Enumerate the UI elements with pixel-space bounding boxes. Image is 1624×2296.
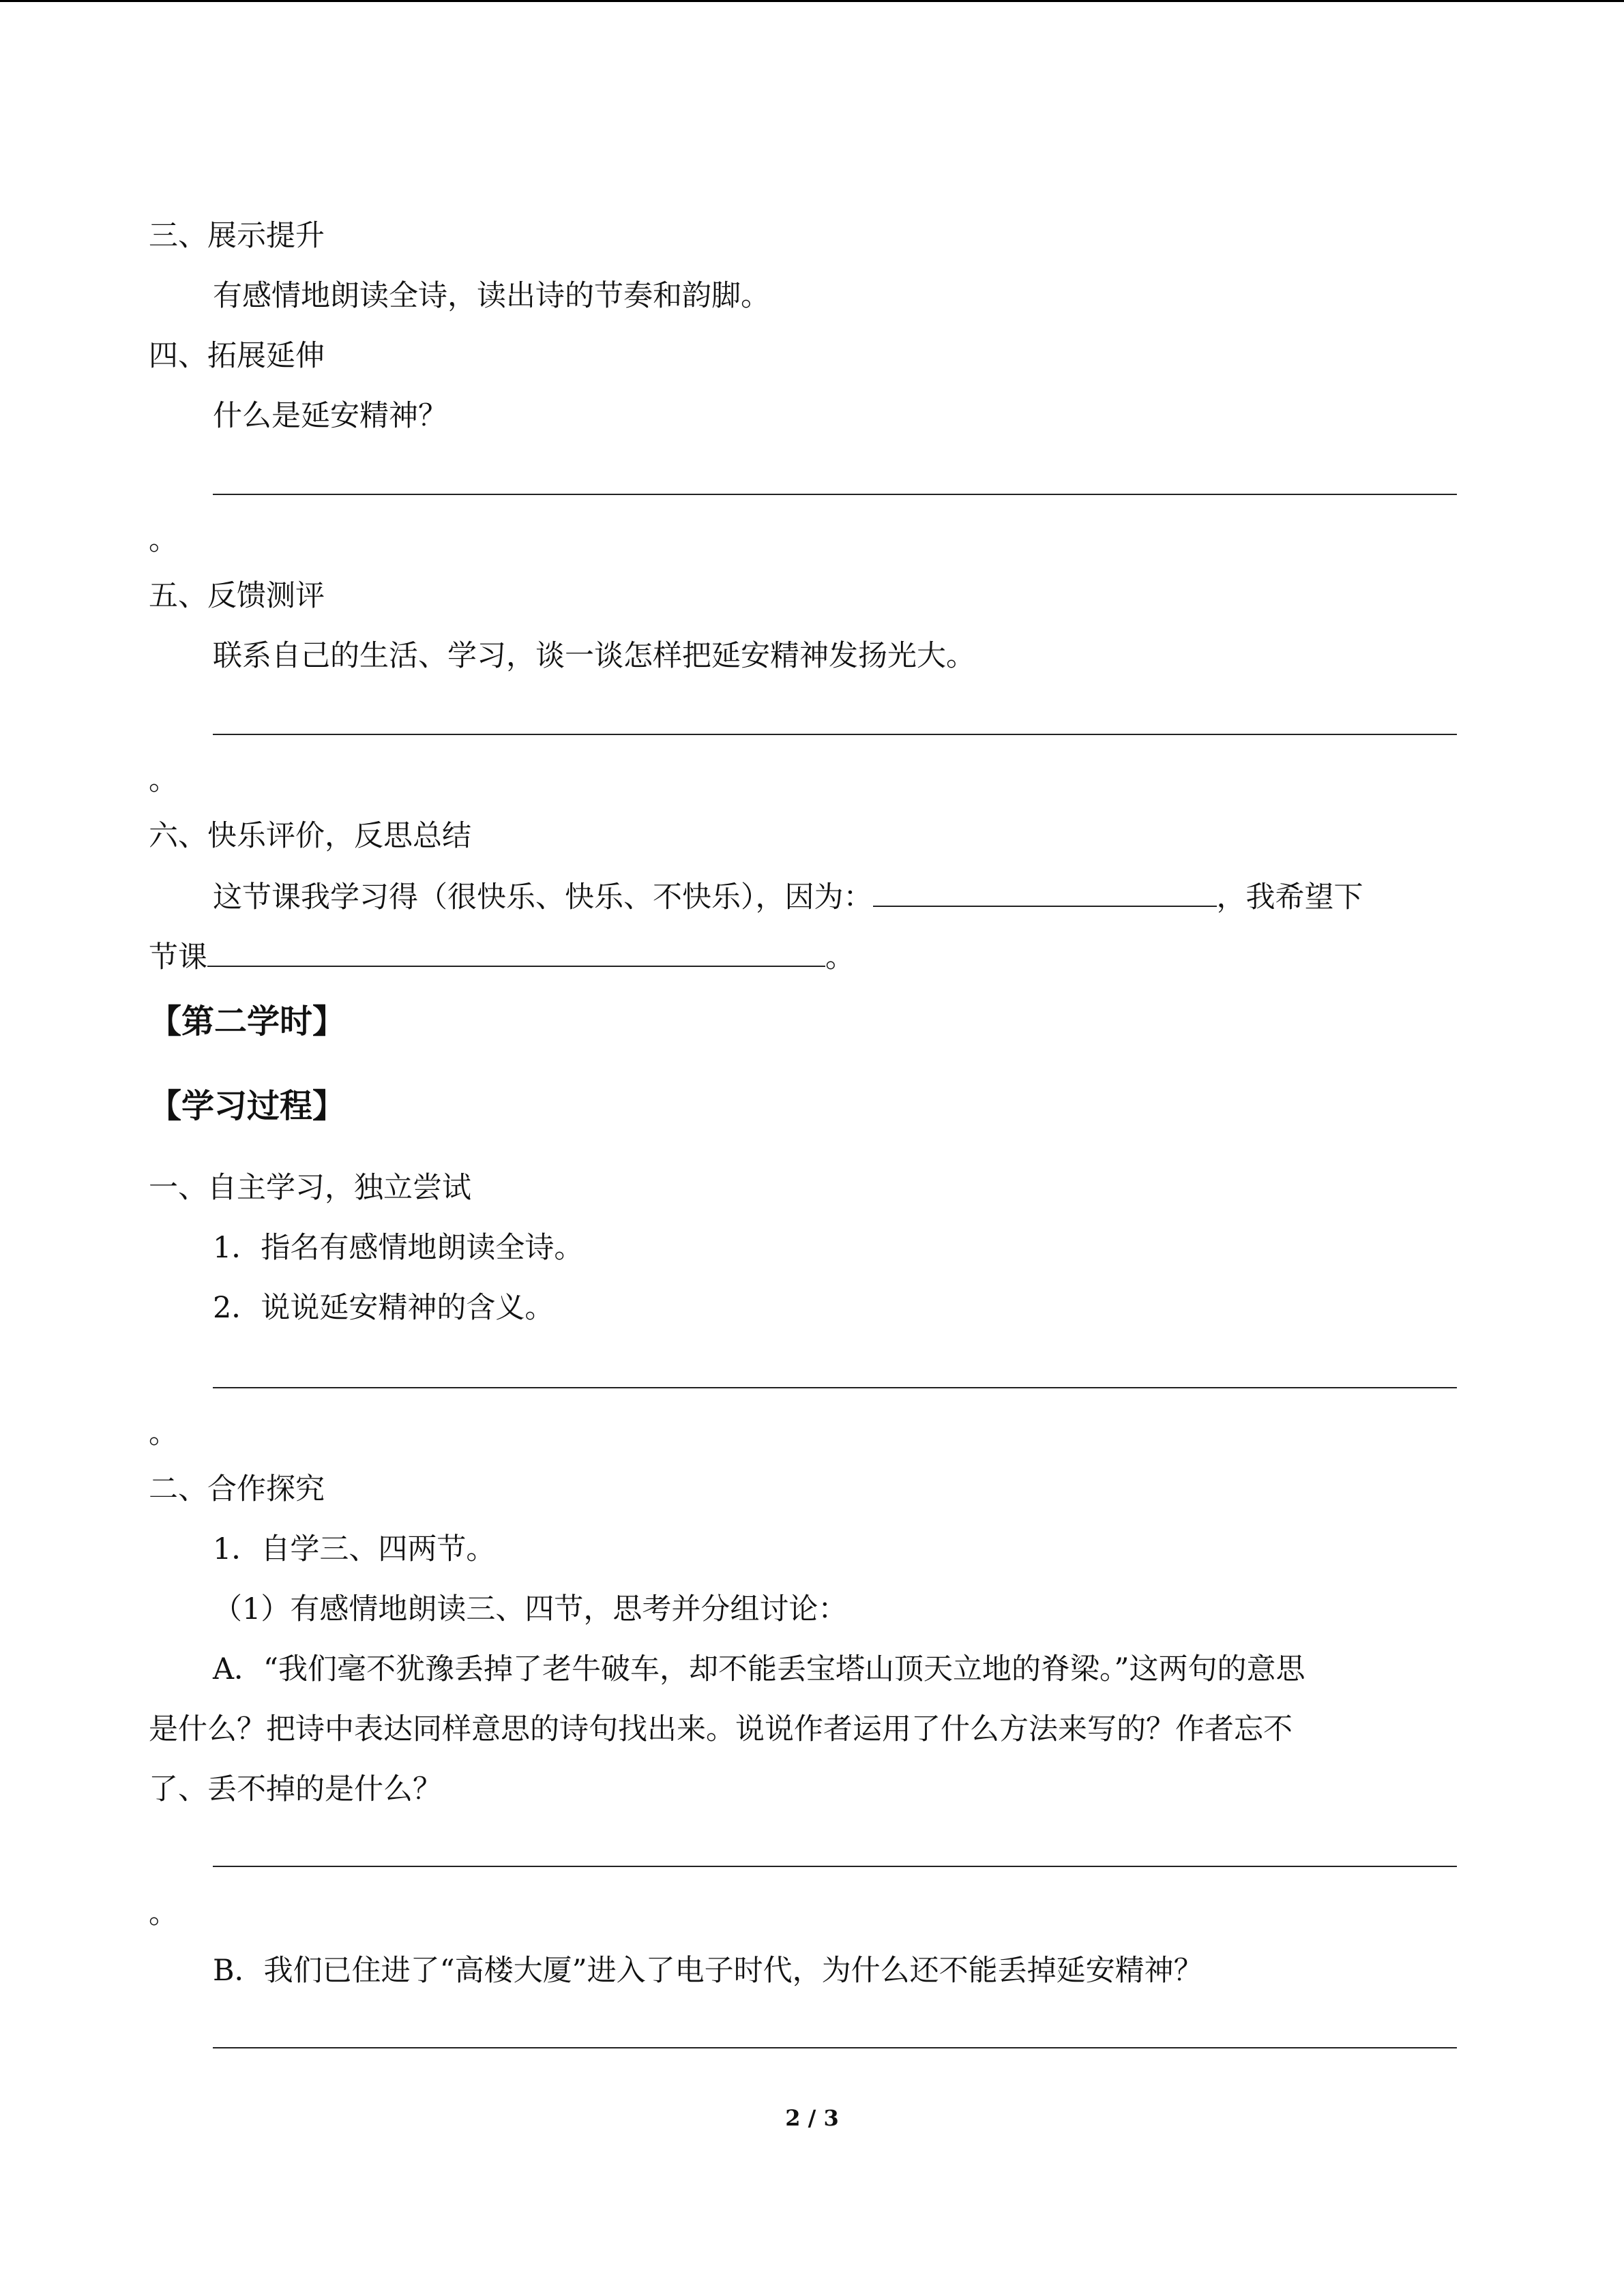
section3-title: 三、展示提升 xyxy=(149,219,325,253)
section4-question: 什么是延安精神？ xyxy=(213,399,447,433)
learning-process-heading: 【学习过程】 xyxy=(149,1087,346,1125)
section3-item1: 有感情地朗读全诗，读出诗的节奏和韵脚。 xyxy=(213,279,770,313)
section5-end-mark: 。 xyxy=(149,763,178,797)
question-a-line2: 是什么？把诗中表达同样意思的诗句找出来。说说作者运用了什么方法来写的？作者忘不 xyxy=(149,1712,1293,1746)
section6-line2-prefix: 节课 xyxy=(149,940,207,974)
section6-line2-suffix: 。 xyxy=(825,940,855,974)
question-a-line1: A．“我们毫不犹豫丢掉了老牛破车，却不能丢宝塔山顶天立地的脊梁。”这两句的意思 xyxy=(213,1652,1305,1686)
part1-item1: 1．指名有感情地朗读全诗。 xyxy=(213,1231,584,1265)
section4-answer-line[interactable] xyxy=(213,494,1457,495)
section6-line1-suffix: ，我希望下 xyxy=(1216,880,1363,914)
page-number: 2 / 3 xyxy=(785,2105,839,2131)
part2-sub1: （1）有感情地朗读三、四节，思考并分组讨论： xyxy=(213,1592,848,1626)
section5-answer-line[interactable] xyxy=(213,734,1457,735)
lesson2-heading: 【第二学时】 xyxy=(149,1002,346,1041)
section4-end-mark: 。 xyxy=(149,523,178,557)
part1-item2: 2．说说延安精神的含义。 xyxy=(213,1291,555,1325)
part2-title: 二、合作探究 xyxy=(149,1472,325,1506)
section4-title: 四、拓展延伸 xyxy=(149,339,325,373)
question-a-answer-line[interactable] xyxy=(213,1866,1457,1867)
question-a-end-mark: 。 xyxy=(149,1896,178,1930)
page-top-border xyxy=(0,0,1624,2)
section6-line1-prefix: 这节课我学习得（很快乐、快乐、不快乐），因为： xyxy=(213,880,873,914)
section6-hope-blank[interactable] xyxy=(207,936,825,967)
question-b: B．我们已住进了“高楼大厦”进入了电子时代，为什么还不能丢掉延安精神？ xyxy=(213,1954,1203,1988)
section5-question: 联系自己的生活、学习，谈一谈怎样把延安精神发扬光大。 xyxy=(213,639,975,673)
section6-line2 xyxy=(149,936,855,978)
section6-line1 xyxy=(213,876,1363,918)
question-a-line3: 了、丢不掉的是什么？ xyxy=(149,1772,442,1806)
part1-answer-line[interactable] xyxy=(213,1387,1457,1388)
question-b-answer-line[interactable] xyxy=(213,2047,1457,2048)
section6-reason-blank[interactable] xyxy=(873,876,1217,907)
section5-title: 五、反馈测评 xyxy=(149,579,325,613)
part1-end-mark: 。 xyxy=(149,1416,178,1450)
part2-item1: 1．自学三、四两节。 xyxy=(213,1532,496,1566)
part1-title: 一、自主学习，独立尝试 xyxy=(149,1171,471,1205)
section6-title: 六、快乐评价，反思总结 xyxy=(149,819,471,853)
